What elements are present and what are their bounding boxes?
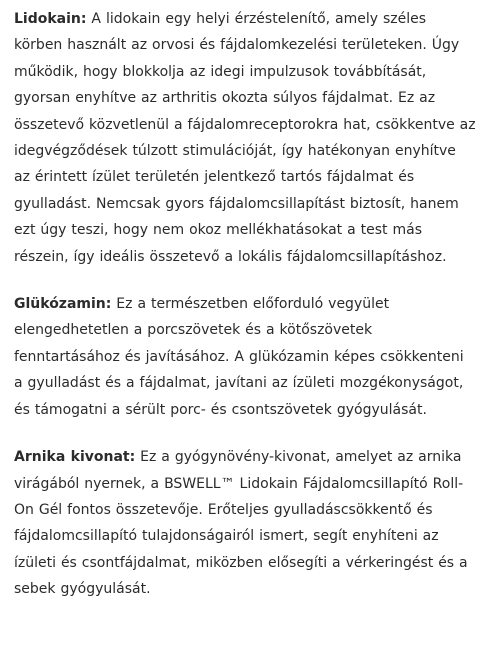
ingredient-term-lidocaine: Lidokain:	[14, 11, 87, 27]
ingredient-term-glucosamine: Glükózamin:	[14, 296, 112, 313]
ingredient-text-lidocaine: A lidokain egy helyi érzéstelenítő, amely széles körben használt az orvosi és fájdalomkezelési területeken. Úgy működik, hogy blokkolja az idegi impulzusok továbbítását, gyorsan enyhítve az arthritis okozta súlyos fájdalmat. Ez az összetevő közvetlenül a fájdalomreceptorokra hat, csökkentve az idegvégződések túlzott stimulációját, így hatékonyan enyhítve az érintett ízület területén jelentkező tartós fájdalmat és gyulladást. Nemcsak gyors fájdalomcsillapítást biztosít, hanem ezt úgy teszi, hogy nem okoz mellékhatásokat a test más részein, így ideális összetevő a lokális fájdalomcsillapításhoz.	[14, 11, 476, 265]
ingredient-lidocaine	[14, 6, 476, 270]
ingredient-arnica	[14, 444, 476, 602]
ingredient-glucosamine	[14, 291, 476, 423]
ingredient-text-arnica: Ez a gyógynövény-kivonat, amelyet az arnika virágából nyernek, a BSWELL™ Lidokain Fájdalomcsillapító Roll-On Gél fontos összetevője. Erőteljes gyulladáscsökkentő és fájdalomcsillapító tulajdonságairól ismert, segít enyhíteni az ízületi és csontfájdalmat, miközben elősegíti a vérkeringést és a sebek gyógyulását.	[14, 449, 468, 598]
ingredient-term-arnica: Arnika kivonat:	[14, 449, 136, 466]
ingredient-text-glucosamine: Ez a természetben előforduló vegyület elengedhetetlen a porcszövetek és a kötőszövetek fenntartásához és javításához. A glükózamin képes csökkenteni a gyulladást és a fájdalmat, javítani az ízületi mozgékonyságot, és támogatni a sérült porc- és csontszövetek gyógyulását.	[14, 296, 464, 418]
ingredient-descriptions	[14, 6, 476, 624]
